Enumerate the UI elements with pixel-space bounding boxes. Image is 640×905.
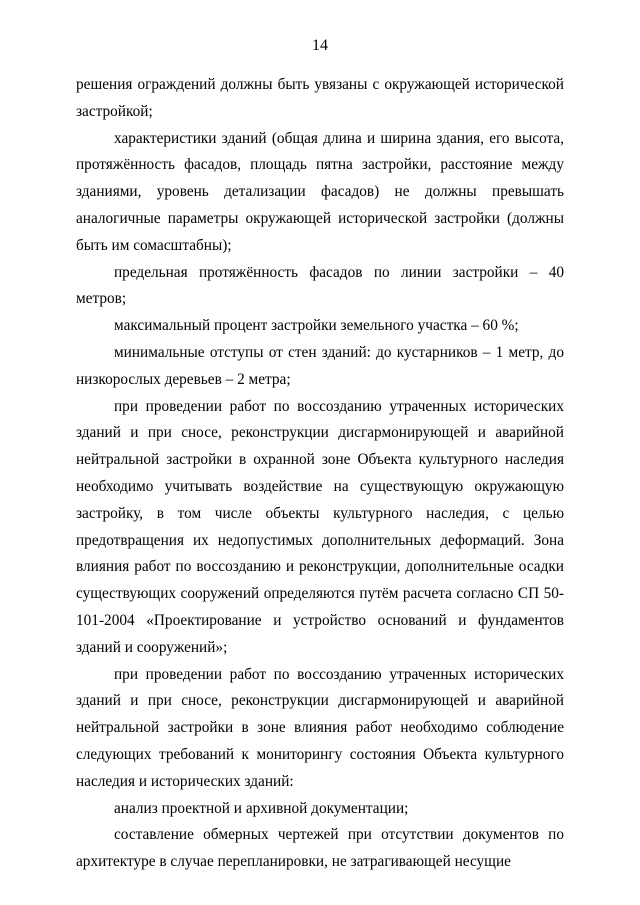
page-number: 14	[312, 37, 328, 54]
paragraph-8: анализ проектной и архивной документации;	[114, 799, 409, 817]
paragraph-1: решения ограждений должны быть увязаны с окружающей исторической застройкой;	[76, 76, 564, 120]
document-body	[76, 72, 564, 876]
paragraph-6: при проведении работ по воссозданию утраченных исторических зданий и при сносе, реконструкции дисгармонирующей и аварийной нейтральной застройки в охранной зоне Объекта культурного наследия необходимо учитывать воздействие на существующую окружающую застройку, в том числе объекты культурного наследия, с целью предотвращения их недопустимых дополнительных деформаций. Зона влияния работ по воссозданию и реконструкции, дополнительные осадки существующих сооружений определяются путём расчета согласно СП 50-101-2004 «Проектирование и устройство оснований и фундаментов зданий и сооружений»;	[76, 397, 564, 656]
paragraph-5: минимальные отступы от стен зданий: до кустарников – 1 метр, до низкорослых деревьев – 2 метра;	[76, 343, 564, 388]
paragraph-4: максимальный процент застройки земельного участка – 60 %;	[114, 317, 519, 335]
paragraph-2: характеристики зданий (общая длина и ширина здания, его высота, протяжённость фасадов, площадь пятна застройки, расстояние между зданиями, уровень детализации фасадов) не должны превышать аналогичные параметры окружающей исторической застройки (должны быть им сомасштабны);	[76, 129, 564, 254]
paragraph-7: при проведении работ по воссозданию утраченных исторических зданий и при сносе, реконструкции дисгармонирующей и аварийной нейтральной застройки в зоне влияния работ необходимо соблюдение следующих требований к мониторингу состояния Объекта культурного наследия и исторических зданий:	[76, 665, 564, 790]
paragraph-3: предельная протяжённость фасадов по линии застройки – 40 метров;	[76, 263, 564, 308]
paragraph-9: составление обмерных чертежей при отсутствии документов по архитектуре в случае перепланировки, не затрагивающей несущие	[76, 826, 564, 871]
